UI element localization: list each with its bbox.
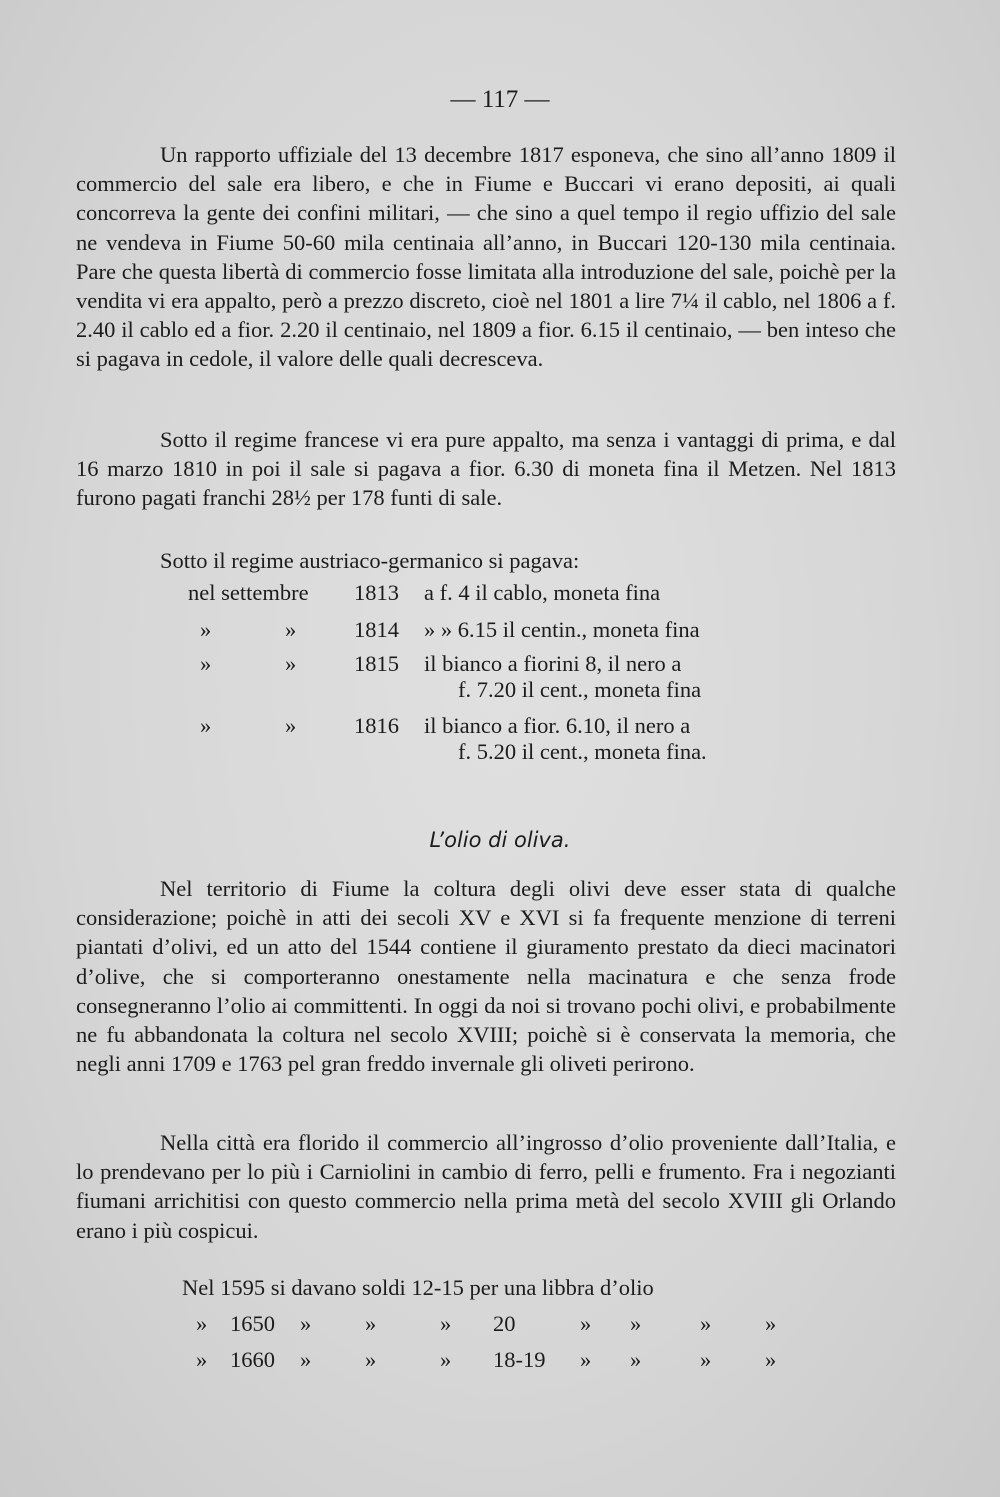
salt-row-label: nel settembre: [188, 580, 309, 605]
ditto-mark: »: [200, 713, 212, 738]
oil-row-price: 20: [493, 1311, 516, 1336]
salt-row-1813: [0, 580, 1000, 610]
ditto-mark: »: [440, 1347, 452, 1372]
salt-row-1815-cont: [0, 677, 1000, 707]
paragraph-austrian-regime: Sotto il regime austriaco-germanico si pagava:: [160, 548, 580, 573]
ditto-mark: »: [300, 1347, 312, 1372]
oil-row-text: Nel 1595 si davano soldi 12-15 per una libbra d’olio: [182, 1275, 654, 1300]
salt-row-text: » » 6.15 il centin., moneta fina: [424, 617, 700, 642]
ditto-mark: »: [580, 1347, 592, 1372]
ditto-mark: »: [580, 1311, 592, 1336]
ditto-mark: »: [285, 617, 297, 642]
salt-row-continuation: f. 5.20 il cent., moneta fina.: [458, 739, 707, 764]
salt-row-year: 1816: [354, 713, 399, 738]
salt-row-continuation: f. 7.20 il cent., moneta fina: [458, 677, 702, 702]
ditto-mark: »: [365, 1311, 377, 1336]
salt-row-year: 1815: [354, 651, 399, 676]
ditto-mark: »: [365, 1347, 377, 1372]
salt-row-text: a f. 4 il cablo, moneta fina: [424, 580, 661, 605]
section-heading: L’olio di oliva.: [429, 828, 571, 852]
paragraph-olive-cultivation: Nel territorio di Fiume la coltura degli olivi deve esser stata di qualche considerazione; poichè in atti dei secoli XV e XVI si fa frequente menzione di terreni piantati d’olivi, ed un atto del 1544 contiene il giuramento prestato da dieci macinatori d’olive, che si comporteranno onestamente nella macinatura e che senza frode consegneranno l’olio ai committenti. In oggi da noi si trovano pochi olivi, e probabilmente ne fu abbandonata la coltura nel secolo XVIII; poichè si è conservata la memoria, che negli anni 1709 e 1763 pel gran freddo invernale gli oliveti perirono.: [76, 876, 896, 1077]
ditto-mark: »: [300, 1311, 312, 1336]
oil-row-year: 1660: [230, 1347, 275, 1372]
ditto-mark: »: [285, 713, 297, 738]
page-number: — 117 —: [450, 86, 550, 113]
ditto-mark: »: [200, 617, 212, 642]
salt-row-year: 1813: [354, 580, 399, 605]
ditto-mark: »: [765, 1347, 777, 1372]
ditto-mark: »: [196, 1311, 208, 1336]
paragraph-oil-trade: Nella città era florido il commercio all’ingrosso d’olio proveniente dall’Italia, e lo prendevano per lo più i Carniolini in cambio di ferro, pelli e frumento. Fra i negozianti fiumani arrichitisi con questo commercio nella prima metà del secolo XVIII gli Orlando erano i più cospicui.: [76, 1130, 896, 1243]
paragraph-french-regime: Sotto il regime francese vi era pure appalto, ma senza i vantaggi di prima, e dal 16 marzo 1810 in poi il sale si pagava a fior. 6.30 di moneta fina il Metzen. Nel 1813 furono pagati franchi 28½ per 178 funti di sale.: [76, 427, 896, 511]
ditto-mark: »: [630, 1347, 642, 1372]
oil-row-1660: [0, 1347, 1000, 1381]
salt-row-text: il bianco a fiorini 8, il nero a: [424, 651, 682, 676]
salt-row-text: il bianco a fior. 6.10, il nero a: [424, 713, 691, 738]
ditto-mark: »: [700, 1311, 712, 1336]
ditto-mark: »: [630, 1311, 642, 1336]
oil-row-year: 1650: [230, 1311, 275, 1336]
ditto-mark: »: [196, 1347, 208, 1372]
ditto-mark: »: [200, 651, 212, 676]
oil-row-1650: [0, 1311, 1000, 1345]
ditto-mark: »: [285, 651, 297, 676]
ditto-mark: »: [765, 1311, 777, 1336]
salt-row-1816-cont: [0, 739, 1000, 769]
ditto-mark: »: [700, 1347, 712, 1372]
oil-row-price: 18-19: [493, 1347, 546, 1372]
paragraph-salt-report: Un rapporto uffiziale del 13 decembre 1817 esponeva, che sino all’anno 1809 il commercio del sale era libero, e che in Fiume e Buccari vi erano depositi, ai quali concorreva la gente dei confini militari, — che sino a quel tempo il regio uffizio del sale ne vendeva in Fiume 50-60 mila centinaia all’anno, in Buccari 120-130 mila centinaia. Pare che questa libertà di commercio fosse limitata alla introduzione del sale, poichè per la vendita vi era appalto, però a prezzo discreto, cioè nel 1801 a lire 7¼ il cablo, nel 1806 a f. 2.40 il cablo ed a fior. 2.20 il centinaio, nel 1809 a fior. 6.15 il centinaio, — ben inteso che si pagava in cedole, il valore delle quali decresceva.: [76, 142, 896, 372]
oil-row-1595: [0, 1275, 1000, 1309]
ditto-mark: »: [440, 1311, 452, 1336]
salt-row-year: 1814: [354, 617, 399, 642]
salt-row-1814: [0, 617, 1000, 647]
